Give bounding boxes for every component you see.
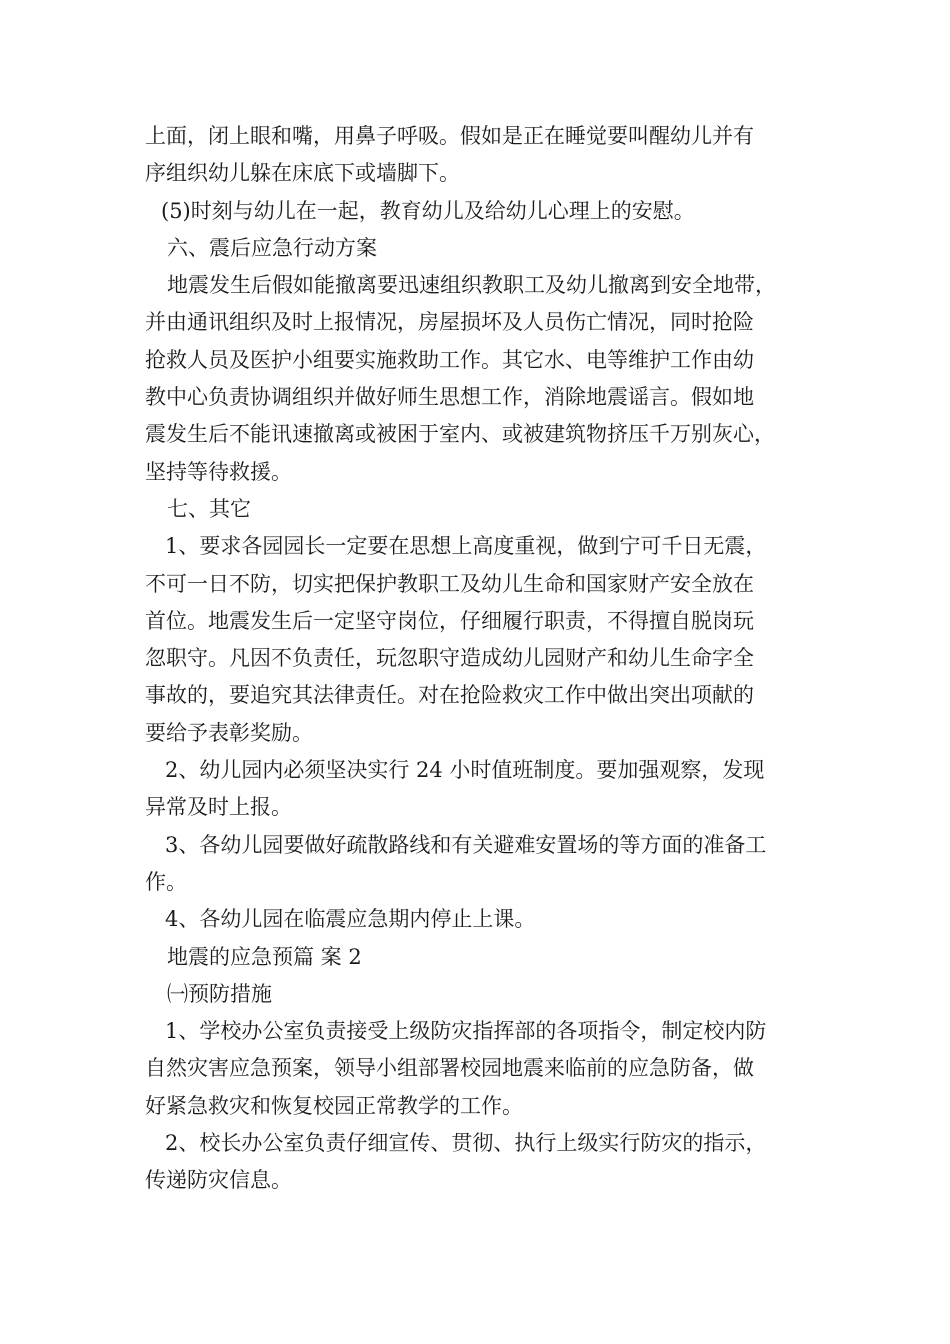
text-line: 序组织幼儿躲在床底下或墙脚下。 [145, 161, 460, 186]
text-line: 抢救人员及医护小组要实施救助工作。其它水、电等维护工作由幼 [145, 347, 754, 372]
text-line: 上面，闭上眼和嘴，用鼻子呼吸。假如是正在睡觉要叫醒幼儿并有 [145, 124, 754, 148]
text-line: 并由通讯组织及时上报情况，房屋损坏及人员伤亡情况，同时抢险 [145, 310, 754, 335]
section-heading: ㈠预防措施 [167, 981, 272, 1006]
text-line: 首位。地震发生后一定坚守岗位，仔细履行职责，不得擅自脱岗玩 [145, 608, 754, 633]
text-line: 2、幼儿园内必须坚决实行 24 小时值班制度。要加强观察，发现 [165, 758, 765, 783]
text-line: 4、各幼儿园在临震应急期内停止上课。 [165, 907, 536, 932]
text-line: 事故的，要追究其法律责任。对在抢险救灾工作中做出突出项献的 [145, 683, 754, 708]
text-line: 好紧急救灾和恢复校园正常教学的工作。 [145, 1093, 523, 1118]
text-line: 不可一日不防，切实把保护教职工及幼儿生命和国家财产安全放在 [145, 571, 754, 596]
text-line: (5)时刻与幼儿在一起，教育幼儿及给幼儿心理上的安慰。 [161, 198, 695, 223]
text-line: 1、学校办公室负责接受上级防灾指挥部的各项指令，制定校内防 [165, 1019, 767, 1044]
body-text [145, 118, 815, 1200]
text-line: 1、要求各园园长一定要在思想上高度重视，做到宁可千日无震， [165, 534, 767, 559]
text-line: 坚持等待救援。 [145, 459, 292, 484]
section-heading: 七、其它 [167, 496, 251, 521]
text-line: 教中心负责协调组织并做好师生思想工作，消除地震谣言。假如地 [145, 385, 754, 410]
text-line: 3、各幼儿园要做好疏散路线和有关避难安置场的等方面的准备工 [165, 832, 767, 857]
text-line: 震发生后不能讯速撤离或被困于室内、或被建筑物挤压千万别灰心， [145, 422, 775, 447]
text-line: 忽职守。凡因不负责任，玩忽职守造成幼儿园财产和幼儿生命字全 [145, 646, 754, 671]
text-line: 作。 [145, 869, 187, 894]
text-line: 2、校长办公室负责仔细宣传、贯彻、执行上级实行防灾的指示， [165, 1131, 767, 1156]
text-line: 异常及时上报。 [145, 795, 292, 820]
text-line: 要给予表彰奖励。 [145, 720, 313, 745]
text-line: 自然灾害应急预案，领导小组部署校园地震来临前的应急防备，做 [145, 1056, 754, 1081]
text-line: 传递防灾信息。 [145, 1168, 292, 1193]
section-heading: 地震的应急预篇 案 2 [167, 944, 362, 969]
section-heading: 六、震后应急行动方案 [167, 235, 377, 260]
text-line: 地震发生后假如能撤离要迅速组织教职工及幼儿撤离到安全地带， [167, 273, 776, 298]
